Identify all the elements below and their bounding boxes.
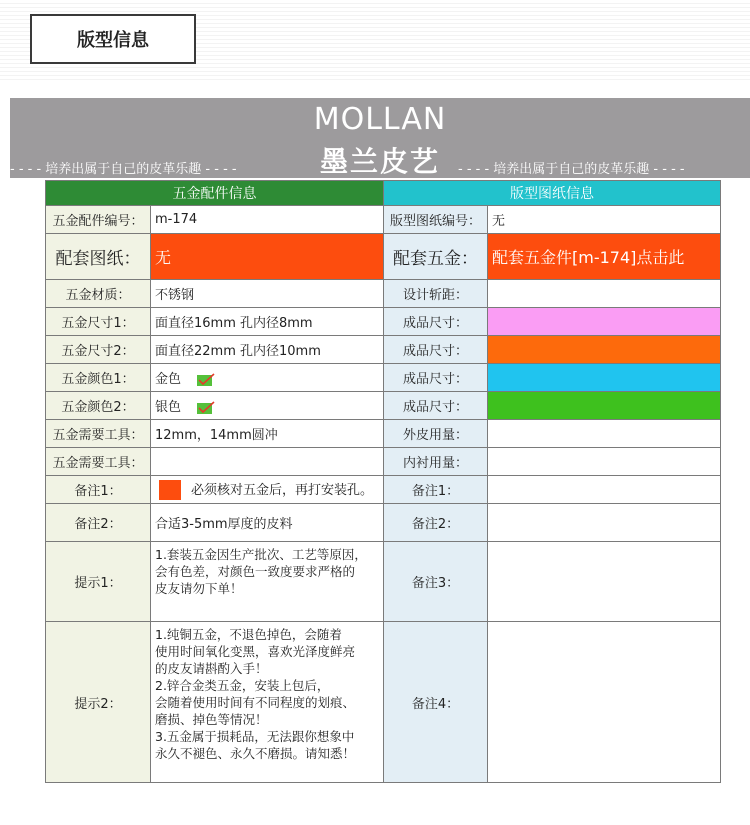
- pattern-remark2-value: [488, 504, 721, 542]
- tagline-left: - - - - 培养出属于自己的皮革乐趣 - - - -: [10, 162, 237, 177]
- product-size-swatch-blue: [488, 364, 721, 392]
- product-size-label-4: 成品尺寸：: [384, 392, 488, 420]
- matching-hardware-link[interactable]: 配套五金件[m-174]点击此: [488, 234, 721, 280]
- pattern-remark3-label: 备注3：: [384, 542, 488, 622]
- spec-table: [45, 180, 721, 783]
- size2-label: 五金尺寸2：: [46, 336, 151, 364]
- tool2-value: [151, 448, 384, 476]
- tip2-value: 1.纯铜五金，不退色掉色，会随着 使用时间氧化变黑，喜欢光泽度鲜亮 的皮友请斟酌入手！ 2.锌合金类五金，安装上包后， 会随着使用时间有不同程度的划痕、 磨损、掉色等情况！ 3.五金属于损耗品，无法跟你想象中 永久不褪色、永久不磨损。请知悉！: [151, 622, 384, 783]
- material-label: 五金材质：: [46, 280, 151, 308]
- tool1-label: 五金需要工具：: [46, 420, 151, 448]
- warning-square-icon: [159, 480, 181, 500]
- pattern-remark4-value: [488, 622, 721, 783]
- remark2-label: 备注2：: [46, 504, 151, 542]
- color2-cell: [151, 392, 384, 420]
- color2-label: 五金颜色2：: [46, 392, 151, 420]
- checkmark-icon: [197, 401, 215, 415]
- outer-leather-label: 外皮用量：: [384, 420, 488, 448]
- size1-label: 五金尺寸1：: [46, 308, 151, 336]
- page-title: 版型信息: [30, 14, 196, 64]
- product-size-label-3: 成品尺寸：: [384, 364, 488, 392]
- tip1-value: 1.套装五金因生产批次、工艺等原因， 会有色差，对颜色一致度要求严格的 皮友请勿下单！: [151, 542, 384, 622]
- lining-label: 内衬用量：: [384, 448, 488, 476]
- remark1-label: 备注1：: [46, 476, 151, 504]
- spec-sheet: [45, 180, 720, 783]
- tool2-label: 五金需要工具：: [46, 448, 151, 476]
- tool1-value: 12mm，14mm圆冲: [151, 420, 384, 448]
- hardware-info-header: 五金配件信息: [46, 181, 384, 206]
- pattern-code-label: 版型图纸编号：: [384, 206, 488, 234]
- matching-pattern-label: 配套图纸：: [46, 234, 151, 280]
- color1-value: 金色: [155, 372, 182, 387]
- matching-pattern-value: 无: [151, 234, 384, 280]
- material-value: 不锈钢: [151, 280, 384, 308]
- color1-cell: [151, 364, 384, 392]
- product-size-swatch-pink: [488, 308, 721, 336]
- product-size-swatch-orange: [488, 336, 721, 364]
- brand-logo: MOLLAN: [313, 102, 447, 137]
- color2-value: 银色: [155, 400, 182, 415]
- matching-hardware-label: 配套五金：: [384, 234, 488, 280]
- color1-label: 五金颜色1：: [46, 364, 151, 392]
- pattern-remark3-value: [488, 542, 721, 622]
- tip2-label: 提示2：: [46, 622, 151, 783]
- pattern-remark1-label: 备注1：: [384, 476, 488, 504]
- brand-banner: [10, 98, 750, 178]
- pattern-remark1-value: [488, 476, 721, 504]
- size2-value: 面直径22mm 孔内径10mm: [151, 336, 384, 364]
- remark1-cell: [151, 476, 384, 504]
- tip1-label: 提示1：: [46, 542, 151, 622]
- design-margin-label: 设计斩距：: [384, 280, 488, 308]
- design-margin-value: [488, 280, 721, 308]
- brand-name-cn: 墨兰皮艺: [319, 145, 440, 178]
- hardware-code-value: m-174: [151, 206, 384, 234]
- remark1-value: 必须核对五金后，再打安装孔。: [191, 482, 374, 498]
- hardware-code-label: 五金配件编号：: [46, 206, 151, 234]
- lining-value: [488, 448, 721, 476]
- pattern-info-header: 版型图纸信息: [384, 181, 721, 206]
- product-size-label-1: 成品尺寸：: [384, 308, 488, 336]
- remark2-value: 合适3-5mm厚度的皮料: [151, 504, 384, 542]
- pattern-remark4-label: 备注4：: [384, 622, 488, 783]
- product-size-swatch-green: [488, 392, 721, 420]
- pattern-remark2-label: 备注2：: [384, 504, 488, 542]
- checkmark-icon: [197, 373, 215, 387]
- tagline-right: - - - - 培养出属于自己的皮革乐趣 - - - -: [458, 162, 685, 177]
- outer-leather-value: [488, 420, 721, 448]
- pattern-code-value: 无: [488, 206, 721, 234]
- size1-value: 面直径16mm 孔内径8mm: [151, 308, 384, 336]
- product-size-label-2: 成品尺寸：: [384, 336, 488, 364]
